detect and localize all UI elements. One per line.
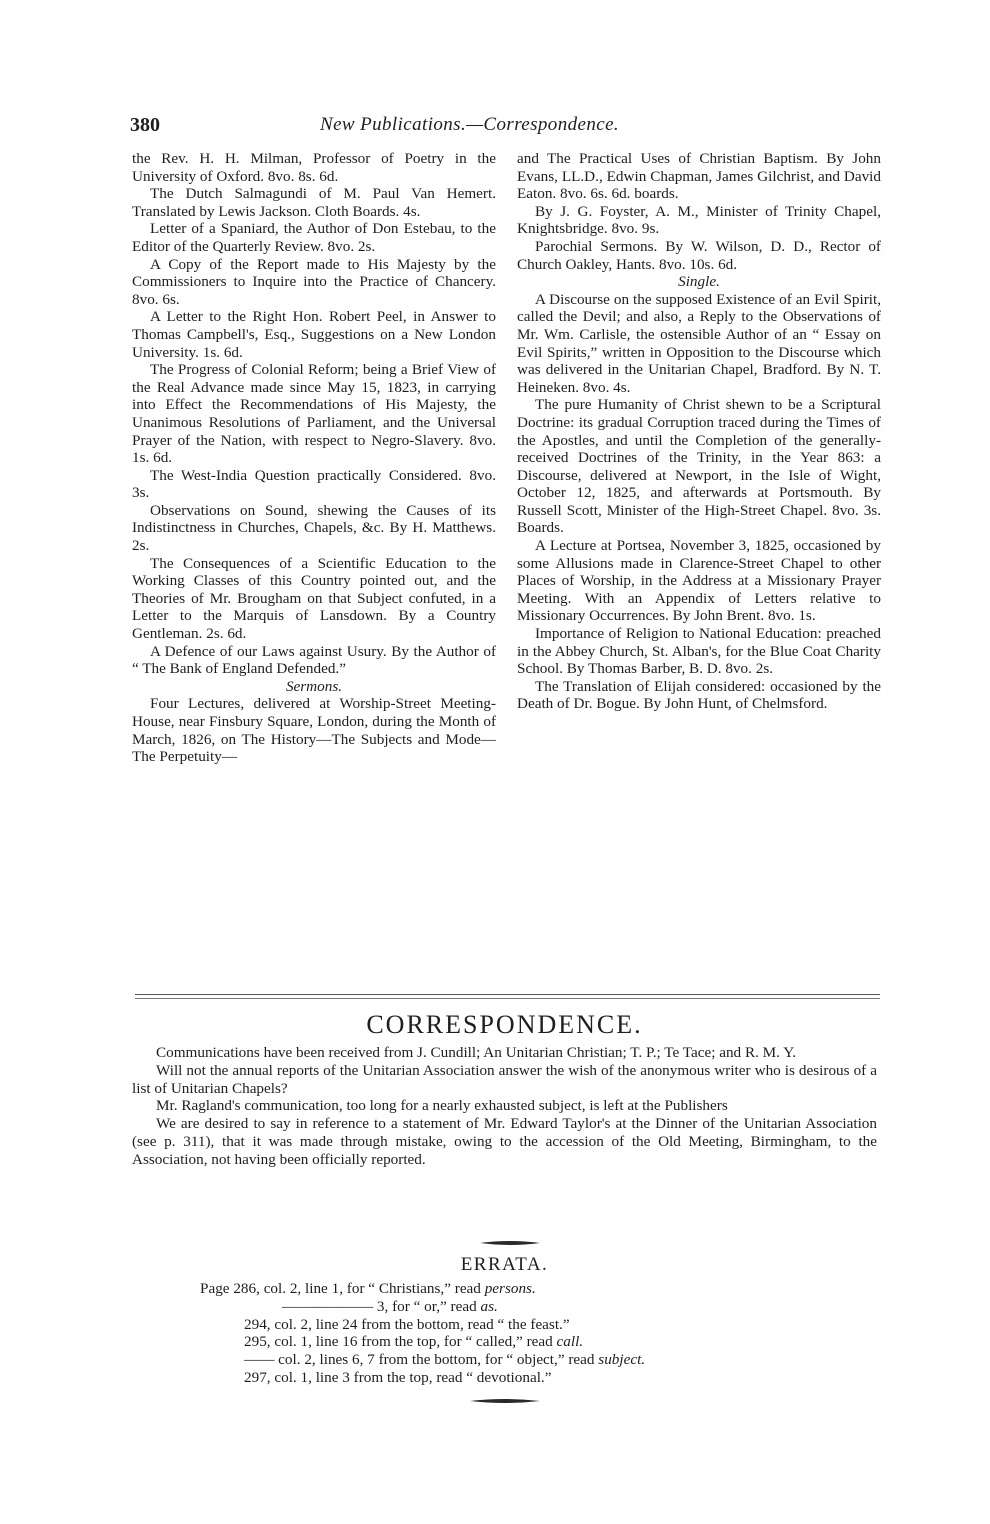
errata-heading: ERRATA. bbox=[460, 1254, 549, 1275]
listing-entry: Importance of Religion to National Education: preached in the Abbey Church, St. Alban's, for the Blue Coat Charity School. By Thomas Barber, B. D. 8vo. 2s. bbox=[517, 625, 881, 678]
erratum-line bbox=[132, 1351, 877, 1369]
erratum-text: —————— 3, for “ or,” read bbox=[282, 1297, 481, 1315]
erratum-correction: as. bbox=[480, 1297, 498, 1315]
correspondence-paragraph: Communications have been received from J. Cundill; An Unitarian Christian; T. P.; Te Tace; and R. M. Y. bbox=[156, 1044, 797, 1061]
erratum-correction: persons. bbox=[484, 1280, 536, 1297]
listing-entry: The pure Humanity of Christ shewn to be a Scriptural Doctrine: its gradual Corruption traced during the Times of the Apostles, and until the Completion of the generally-received Doctrines of the Trinity, in the Year 863: a Discourse, delivered at Newport, in the Isle of Wight, October 12, 1825, and afterwards at Portsmouth. By Russell Scott, Minister of the High-Street Chapel. 8vo. 3s. Boards. bbox=[517, 396, 881, 537]
errata-section bbox=[132, 1254, 877, 1387]
listing-entry: By J. G. Foyster, A. M., Minister of Trinity Chapel, Knightsbridge. 8vo. 9s. bbox=[517, 202, 881, 238]
errata-list bbox=[132, 1280, 877, 1387]
erratum-line bbox=[132, 1369, 877, 1387]
left-column bbox=[132, 150, 496, 766]
listing-entry: A Defence of our Laws against Usury. By the Author of “ The Bank of England Defended.” bbox=[132, 642, 496, 678]
section-heading: Sermons. bbox=[285, 677, 343, 695]
correspondence-section bbox=[132, 1010, 877, 1169]
right-column bbox=[517, 150, 881, 713]
publication-listings bbox=[132, 150, 881, 988]
section-heading: Single. bbox=[678, 273, 720, 291]
erratum-correction: call. bbox=[556, 1333, 584, 1351]
ornament-rule-icon bbox=[470, 1398, 540, 1404]
correspondence-body bbox=[132, 1044, 877, 1169]
listing-entry: and The Practical Uses of Christian Baptism. By John Evans, LL.D., Edwin Chapman, James Gilchrist, and David Eaton. 8vo. 6s. 6d. boards. bbox=[517, 150, 881, 203]
listing-entry: A Discourse on the supposed Existence of an Evil Spirit, called the Devil; and also, a Reply to the Observations of Mr. Wm. Carlisle, the ostensible Author of an “ Essay on Evil Spirits,” written in Opposition to the Discourse which was delivered in the Unitarian Chapel, Bradford. By N. T. Heineken. 8vo. 4s. bbox=[517, 290, 881, 396]
listing-entry: A Letter to the Right Hon. Robert Peel, in Answer to Thomas Campbell's, Esq., Suggestions on a New London University. 1s. 6d. bbox=[132, 308, 496, 361]
erratum-text: —— col. 2, lines 6, 7 from the bottom, for “ object,” read bbox=[244, 1351, 599, 1369]
listing-entry: the Rev. H. H. Milman, Professor of Poetry in the University of Oxford. 8vo. 8s. 6d. bbox=[132, 150, 496, 185]
running-head bbox=[130, 114, 875, 140]
listing-entry: The Translation of Elijah considered: occasioned by the Death of Dr. Bogue. By John Hunt, of Chelmsford. bbox=[517, 677, 881, 713]
erratum-correction: subject. bbox=[598, 1351, 646, 1369]
erratum-text: 295, col. 1, line 16 from the top, for “ called,” read bbox=[244, 1333, 557, 1351]
section-divider-rule bbox=[135, 994, 880, 999]
correspondence-paragraph: Will not the annual reports of the Unitarian Association answer the wish of the anonymous writer who is desirous of a list of Unitarian Chapels? bbox=[132, 1061, 877, 1097]
erratum-text: 294, col. 2, line 24 from the bottom, read “ the feast.” bbox=[244, 1315, 570, 1333]
correspondence-paragraph: Mr. Ragland's communication, too long for a nearly exhausted subject, is left at the Publishers bbox=[156, 1097, 728, 1115]
ornament-rule-icon bbox=[480, 1240, 540, 1246]
running-title: New Publications.—Correspondence. bbox=[320, 114, 620, 135]
listing-entry: Letter of a Spaniard, the Author of Don Estebau, to the Editor of the Quarterly Review. 8vo. 2s. bbox=[132, 220, 496, 255]
listing-entry: The Dutch Salmagundi of M. Paul Van Hemert. Translated by Lewis Jackson. Cloth Boards. 4s. bbox=[132, 185, 496, 220]
erratum-line bbox=[132, 1333, 877, 1351]
listing-entry: Four Lectures, delivered at Worship-Street Meeting-House, near Finsbury Square, London, during the Month of March, 1826, on The History—The Subjects and Mode—The Perpetuity— bbox=[132, 695, 496, 766]
page-number: 380 bbox=[130, 114, 160, 136]
listing-entry: The Progress of Colonial Reform; being a Brief View of the Real Advance made since May 15, 1823, in carrying into Effect the Recommendations of His Majesty, the Unanimous Resolutions of Parliament, and the Universal Prayer of the Nation, with respect to Negro-Slavery. 8vo. 1s. 6d. bbox=[132, 361, 496, 467]
erratum-text: 297, col. 1, line 3 from the top, read “ devotional.” bbox=[244, 1368, 552, 1386]
listing-entry: Parochial Sermons. By W. Wilson, D. D., Rector of Church Oakley, Hants. 8vo. 10s. 6d. bbox=[517, 237, 881, 273]
listing-entry: A Lecture at Portsea, November 3, 1825, occasioned by some Allusions made in Clarence-Street Chapel to other Places of Worship, in the Address at a Missionary Prayer Meeting. With an Appendix of Letters relative to Missionary Occurrences. By John Brent. 8vo. 1s. bbox=[517, 537, 881, 625]
listing-entry: A Copy of the Report made to His Majesty by the Commissioners to Inquire into the Practice of Chancery. 8vo. 6s. bbox=[132, 255, 496, 308]
listing-entry: Observations on Sound, shewing the Causes of its Indistinctness in Churches, Chapels, &c. By H. Matthews. 2s. bbox=[132, 501, 496, 555]
erratum-line bbox=[132, 1316, 877, 1334]
erratum-text: Page 286, col. 2, line 1, for “ Christians,” read bbox=[200, 1280, 485, 1297]
erratum-line bbox=[132, 1298, 877, 1316]
correspondence-heading: CORRESPONDENCE. bbox=[366, 1010, 643, 1039]
correspondence-paragraph: We are desired to say in reference to a statement of Mr. Edward Taylor's at the Dinner of the Unitarian Association (see p. 311), that it was made through mistake, owing to the accession of the Old Meeting, Birmingham, to the Association, not having been officially reported. bbox=[132, 1115, 877, 1168]
listing-entry: The West-India Question practically Considered. 8vo. 3s. bbox=[132, 466, 496, 502]
listing-entry: The Consequences of a Scientific Education to the Working Classes of this Country pointed out, and the Theories of Mr. Brougham on that Subject confuted, in a Letter to the Marquis of Lansdown. By a Country Gentleman. 2s. 6d. bbox=[132, 554, 496, 643]
erratum-line bbox=[132, 1280, 877, 1298]
